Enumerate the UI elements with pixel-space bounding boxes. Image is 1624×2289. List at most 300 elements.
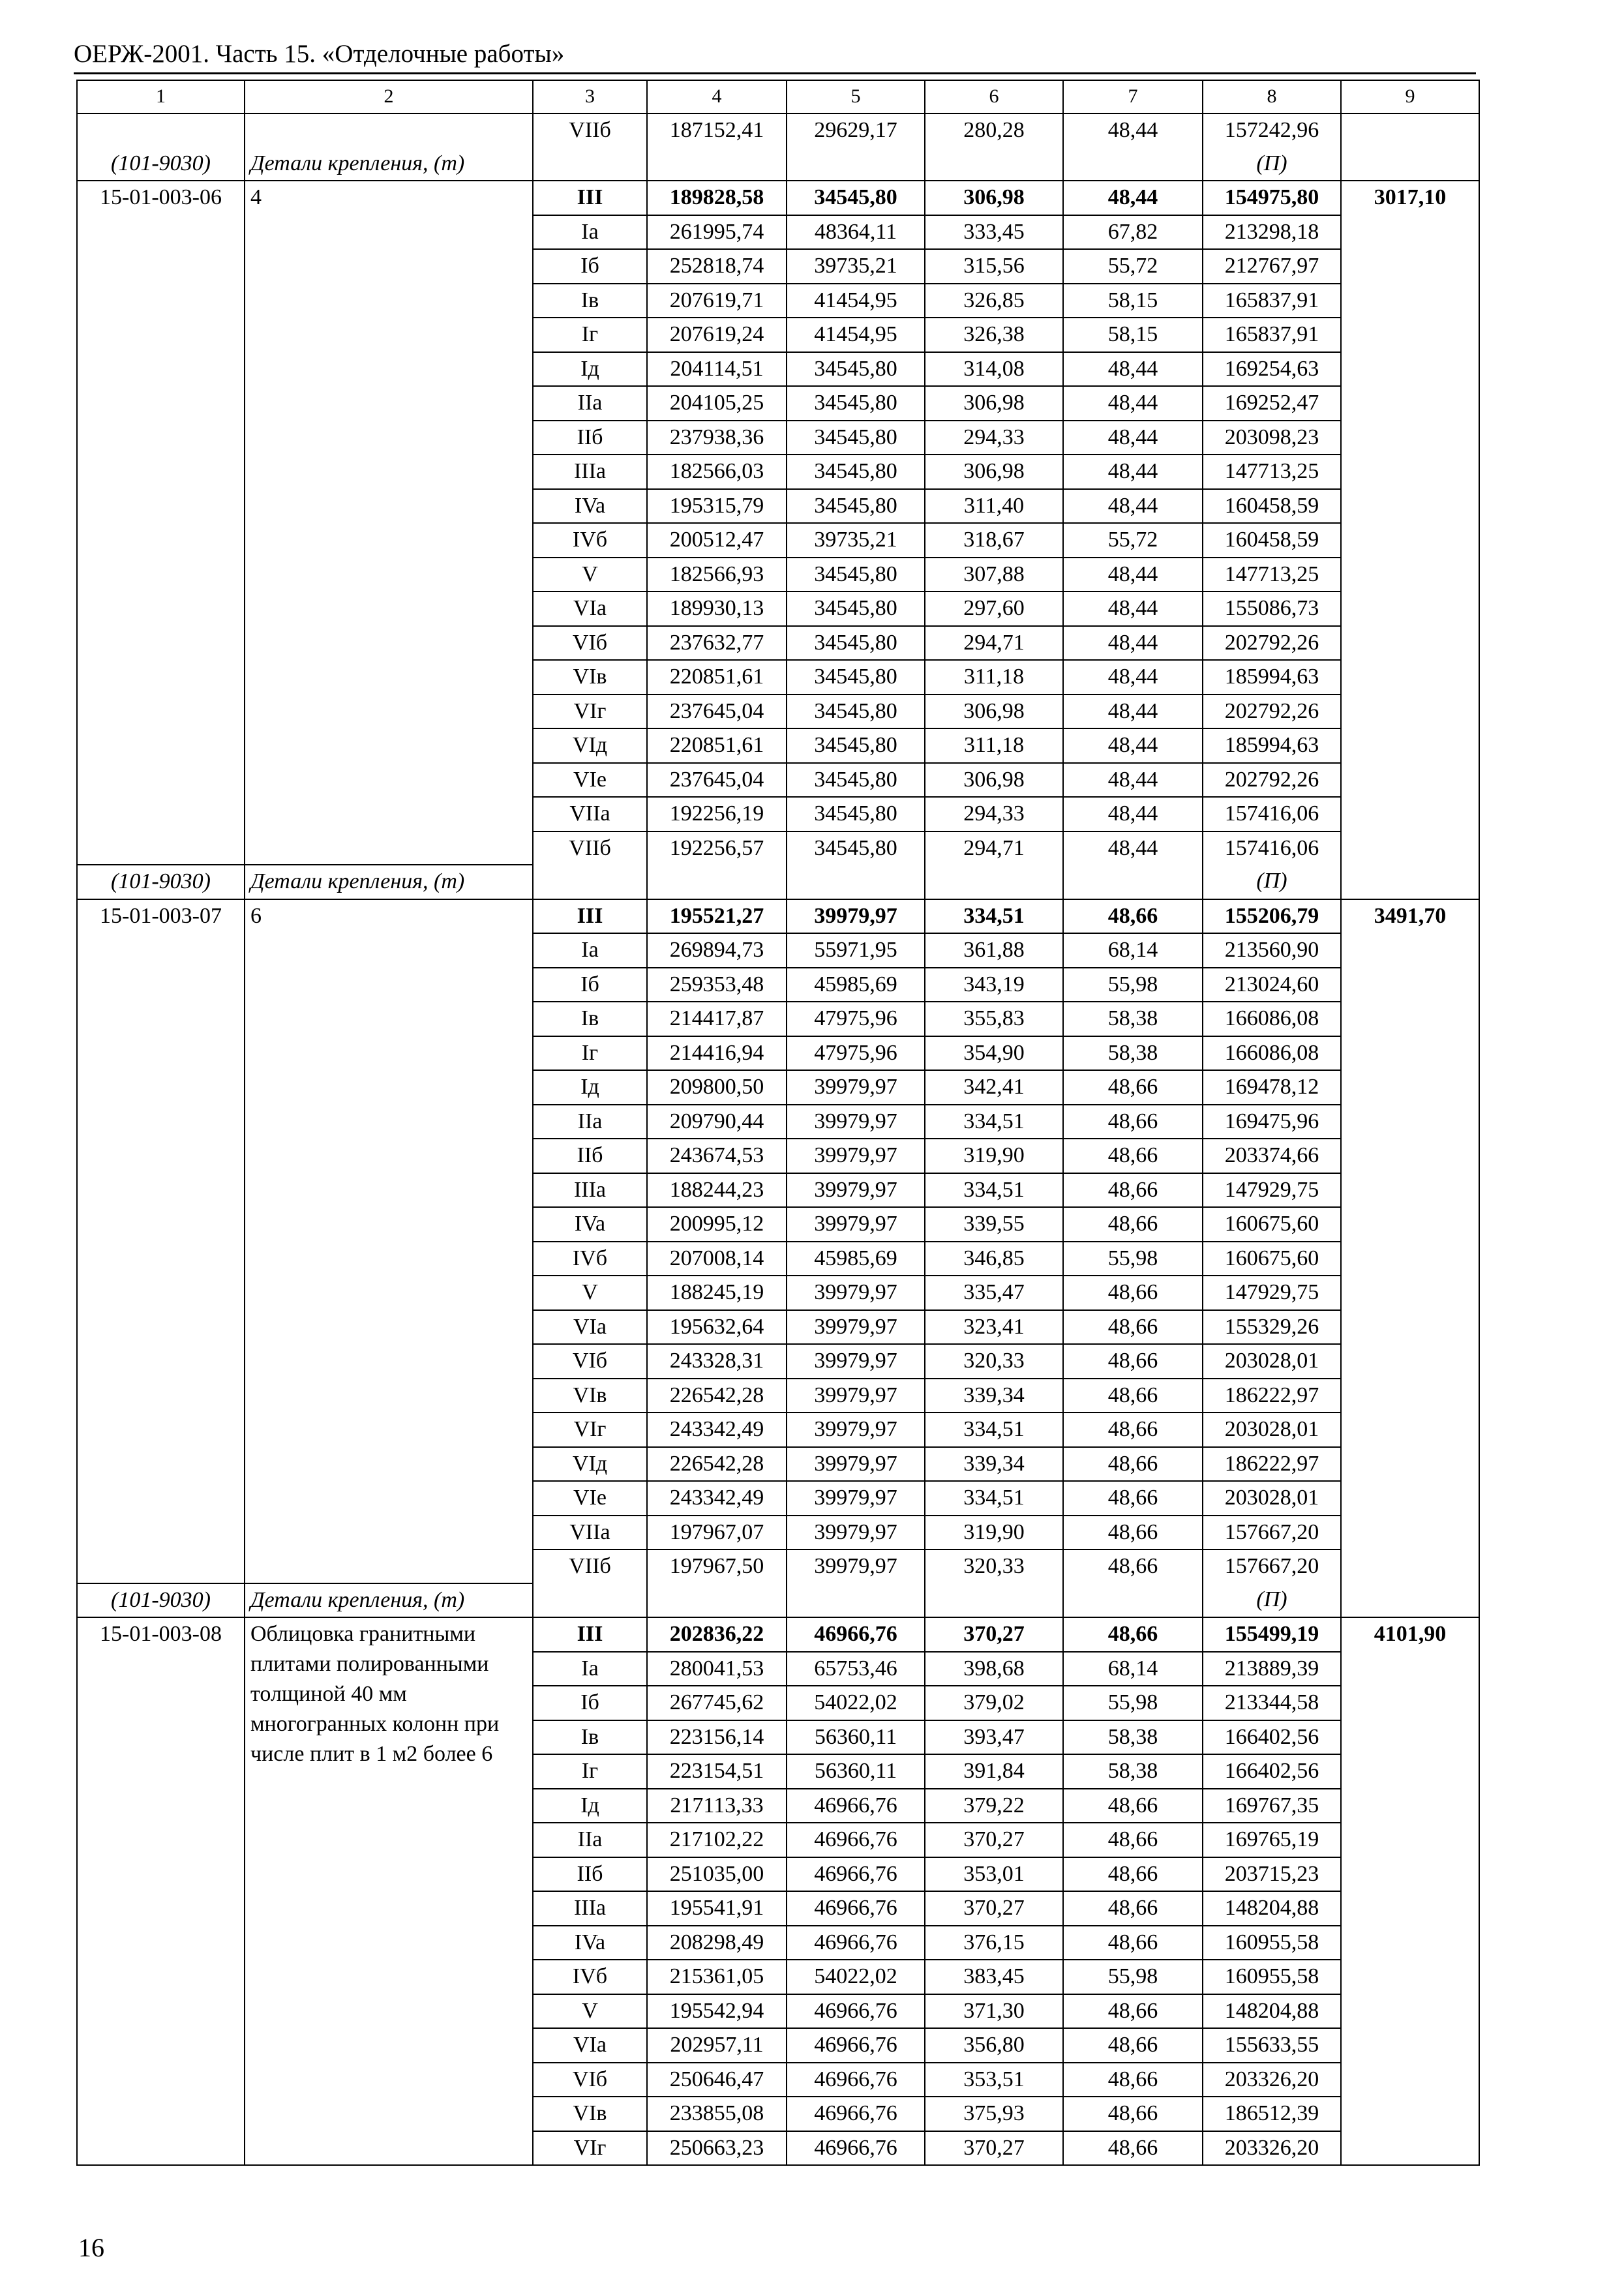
column-number: 8 xyxy=(1203,80,1341,113)
value-cell: 48,44 xyxy=(1063,558,1203,592)
zone-cell: VIд xyxy=(533,728,647,763)
value-cell: 233855,08 xyxy=(647,2097,787,2131)
zone-cell: Iб xyxy=(533,968,647,1002)
empty-cell xyxy=(1341,147,1479,181)
value-cell: 370,27 xyxy=(925,2131,1063,2166)
value-cell: 202836,22 xyxy=(647,1617,787,1652)
value-cell: 203028,01 xyxy=(1203,1344,1341,1379)
value-cell: 155633,55 xyxy=(1203,2028,1341,2063)
zone-cell: V xyxy=(533,1276,647,1310)
code-cell: 15-01-003-06 xyxy=(77,181,245,865)
value-cell: 203715,23 xyxy=(1203,1857,1341,1892)
value-cell: 39979,97 xyxy=(787,1447,925,1482)
value-cell: 48,66 xyxy=(1063,1413,1203,1447)
empty-cell xyxy=(533,147,647,181)
value-cell: 169254,63 xyxy=(1203,352,1341,387)
value-cell: 204105,25 xyxy=(647,386,787,421)
value-cell: 147713,25 xyxy=(1203,558,1341,592)
value-cell: 160955,58 xyxy=(1203,1960,1341,1994)
value-cell: 376,15 xyxy=(925,1926,1063,1960)
value-cell: 342,41 xyxy=(925,1070,1063,1105)
description-cell xyxy=(245,899,533,1583)
description-cell xyxy=(245,181,533,865)
value-cell: 393,47 xyxy=(925,1720,1063,1755)
value-cell: 319,90 xyxy=(925,1139,1063,1173)
value-cell: 203028,01 xyxy=(1203,1413,1341,1447)
value-cell: 48,66 xyxy=(1063,1789,1203,1823)
value-cell: 34545,80 xyxy=(787,797,925,831)
value-cell: 39979,97 xyxy=(787,1516,925,1550)
value-cell: 147929,75 xyxy=(1203,1276,1341,1310)
document-header: ОЕРЖ-2001. Часть 15. «Отделочные работы» xyxy=(74,38,1476,74)
value-cell: 203374,66 xyxy=(1203,1139,1341,1173)
value-cell: 34545,80 xyxy=(787,558,925,592)
value-cell: 157667,20 xyxy=(1203,1549,1341,1583)
value-cell: 48,44 xyxy=(1063,352,1203,387)
value-cell: 208298,49 xyxy=(647,1926,787,1960)
value-cell: 48,44 xyxy=(1063,386,1203,421)
value-cell: 213024,60 xyxy=(1203,968,1341,1002)
value-cell: 55,98 xyxy=(1063,1960,1203,1994)
zone-cell: VIб xyxy=(533,2063,647,2097)
value-cell: 39979,97 xyxy=(787,899,925,934)
value-cell: 215361,05 xyxy=(647,1960,787,1994)
zone-cell: IIб xyxy=(533,1139,647,1173)
value-cell: 214417,87 xyxy=(647,1002,787,1036)
value-cell: 155499,19 xyxy=(1203,1617,1341,1652)
value-cell: 48,66 xyxy=(1063,2028,1203,2063)
value-cell: 48,44 xyxy=(1063,455,1203,489)
value-cell: 39979,97 xyxy=(787,1173,925,1208)
value-cell: 383,45 xyxy=(925,1960,1063,1994)
empty-cell xyxy=(925,865,1063,899)
value-cell: 169252,47 xyxy=(1203,386,1341,421)
column-number: 7 xyxy=(1063,80,1203,113)
value-cell: 169765,19 xyxy=(1203,1823,1341,1857)
value-cell: 165837,91 xyxy=(1203,284,1341,318)
value-cell: 46966,76 xyxy=(787,1891,925,1926)
value-cell: 29629,17 xyxy=(787,113,925,147)
value-cell: 326,85 xyxy=(925,284,1063,318)
value-cell: 147713,25 xyxy=(1203,455,1341,489)
zone-cell: VIв xyxy=(533,2097,647,2131)
value-cell: 213298,18 xyxy=(1203,215,1341,250)
value-cell: 195542,94 xyxy=(647,1994,787,2029)
value-cell: 294,71 xyxy=(925,831,1063,865)
value-cell: 202792,26 xyxy=(1203,763,1341,798)
note-text: Детали крепления, (т) xyxy=(245,1583,533,1618)
value-cell: 220851,61 xyxy=(647,728,787,763)
value-cell: 318,67 xyxy=(925,523,1063,558)
value-cell: 45985,69 xyxy=(787,968,925,1002)
value-cell: 46966,76 xyxy=(787,1857,925,1892)
code-cell xyxy=(77,113,245,147)
description-text: 6 xyxy=(250,903,262,928)
value-cell: 326,38 xyxy=(925,318,1063,352)
value-cell: 39979,97 xyxy=(787,1549,925,1583)
value-cell: 237632,77 xyxy=(647,626,787,661)
value-cell: 371,30 xyxy=(925,1994,1063,2029)
empty-cell xyxy=(925,1583,1063,1618)
value-cell: 185994,63 xyxy=(1203,660,1341,695)
zone-cell: VIa xyxy=(533,591,647,626)
empty-cell xyxy=(787,1583,925,1618)
zone-cell: IVб xyxy=(533,1242,647,1276)
value-cell: 203098,23 xyxy=(1203,421,1341,455)
total-cell: 3017,10 xyxy=(1341,181,1479,899)
zone-cell: IIa xyxy=(533,1105,647,1139)
value-cell: 237938,36 xyxy=(647,421,787,455)
table-row xyxy=(77,1617,1479,1652)
value-cell: 294,33 xyxy=(925,421,1063,455)
value-cell: 48,66 xyxy=(1063,1516,1203,1550)
value-cell: 55971,95 xyxy=(787,933,925,968)
value-cell: 343,19 xyxy=(925,968,1063,1002)
value-cell: 48,44 xyxy=(1063,797,1203,831)
zone-cell: IVa xyxy=(533,1926,647,1960)
value-cell: 157242,96 xyxy=(1203,113,1341,147)
value-cell: 280,28 xyxy=(925,113,1063,147)
value-cell: 315,56 xyxy=(925,249,1063,284)
value-cell: 45985,69 xyxy=(787,1242,925,1276)
value-cell: 160458,59 xyxy=(1203,523,1341,558)
value-cell: 203326,20 xyxy=(1203,2131,1341,2166)
value-cell: 297,60 xyxy=(925,591,1063,626)
value-cell: 334,51 xyxy=(925,1413,1063,1447)
value-cell: 223154,51 xyxy=(647,1754,787,1789)
value-cell: 294,33 xyxy=(925,797,1063,831)
value-cell: 48,66 xyxy=(1063,1070,1203,1105)
empty-cell xyxy=(1063,147,1203,181)
value-cell: 186222,97 xyxy=(1203,1379,1341,1413)
zone-cell: IVa xyxy=(533,489,647,524)
rates-table xyxy=(76,80,1480,2166)
empty-cell xyxy=(787,865,925,899)
column-number-row xyxy=(77,80,1479,113)
value-cell: 306,98 xyxy=(925,181,1063,215)
empty-cell xyxy=(533,1583,647,1618)
value-cell: 252818,74 xyxy=(647,249,787,284)
value-cell: 34545,80 xyxy=(787,660,925,695)
zone-cell: Iв xyxy=(533,284,647,318)
value-cell: 182566,93 xyxy=(647,558,787,592)
zone-cell: IIIa xyxy=(533,455,647,489)
value-cell: 355,83 xyxy=(925,1002,1063,1036)
description-text: 4 xyxy=(250,185,262,209)
value-cell: 195521,27 xyxy=(647,899,787,934)
value-cell: 166402,56 xyxy=(1203,1720,1341,1755)
value-cell: 197967,50 xyxy=(647,1549,787,1583)
value-cell: 182566,03 xyxy=(647,455,787,489)
value-cell: 34545,80 xyxy=(787,728,925,763)
value-cell: 48,66 xyxy=(1063,1447,1203,1482)
value-cell: 188245,19 xyxy=(647,1276,787,1310)
value-cell: 46966,76 xyxy=(787,2097,925,2131)
value-cell: 169767,35 xyxy=(1203,1789,1341,1823)
note-text: Детали крепления, (т) xyxy=(245,865,533,899)
value-cell: 39979,97 xyxy=(787,1344,925,1379)
value-cell: 202792,26 xyxy=(1203,695,1341,729)
value-cell: 243342,49 xyxy=(647,1481,787,1516)
value-cell: 207008,14 xyxy=(647,1242,787,1276)
zone-cell: IIб xyxy=(533,421,647,455)
value-cell: 48,44 xyxy=(1063,181,1203,215)
value-cell: 48364,11 xyxy=(787,215,925,250)
value-cell: 207619,71 xyxy=(647,284,787,318)
value-cell: 58,38 xyxy=(1063,1002,1203,1036)
value-cell: 48,66 xyxy=(1063,1105,1203,1139)
value-cell: 55,98 xyxy=(1063,1686,1203,1720)
value-cell: 55,98 xyxy=(1063,968,1203,1002)
value-cell: 319,90 xyxy=(925,1516,1063,1550)
zone-cell: VIIб xyxy=(533,831,647,865)
value-cell: 189930,13 xyxy=(647,591,787,626)
value-cell: 46966,76 xyxy=(787,2063,925,2097)
value-cell: 334,51 xyxy=(925,1173,1063,1208)
value-cell: 334,51 xyxy=(925,1481,1063,1516)
zone-cell: VIIa xyxy=(533,797,647,831)
value-cell: 54022,02 xyxy=(787,1686,925,1720)
value-cell: 195315,79 xyxy=(647,489,787,524)
empty-cell xyxy=(647,1583,787,1618)
value-cell: 213344,58 xyxy=(1203,1686,1341,1720)
value-cell: 185994,63 xyxy=(1203,728,1341,763)
code-cell: 15-01-003-07 xyxy=(77,899,245,1583)
column-number: 4 xyxy=(647,80,787,113)
zone-cell: VIIб xyxy=(533,1549,647,1583)
zone-cell: VIб xyxy=(533,1344,647,1379)
table-row xyxy=(77,899,1479,934)
value-cell: 339,55 xyxy=(925,1207,1063,1242)
value-cell: 250663,23 xyxy=(647,2131,787,2166)
value-cell: 46966,76 xyxy=(787,1823,925,1857)
zone-cell: IVa xyxy=(533,1207,647,1242)
value-cell: 48,44 xyxy=(1063,591,1203,626)
value-cell: 48,66 xyxy=(1063,1276,1203,1310)
value-cell: 39979,97 xyxy=(787,1070,925,1105)
value-cell: 48,44 xyxy=(1063,113,1203,147)
empty-cell xyxy=(1063,1583,1203,1618)
zone-cell: Iб xyxy=(533,1686,647,1720)
zone-cell: VIIб xyxy=(533,113,647,147)
value-cell: 46966,76 xyxy=(787,1994,925,2029)
value-cell: 166402,56 xyxy=(1203,1754,1341,1789)
zone-cell: VIв xyxy=(533,660,647,695)
value-cell: 251035,00 xyxy=(647,1857,787,1892)
value-cell: 48,44 xyxy=(1063,831,1203,865)
zone-cell: Ia xyxy=(533,933,647,968)
zone-cell: V xyxy=(533,558,647,592)
value-cell: 334,51 xyxy=(925,899,1063,934)
zone-cell: Iв xyxy=(533,1720,647,1755)
value-cell: 160955,58 xyxy=(1203,1926,1341,1960)
zone-cell: Iд xyxy=(533,352,647,387)
value-cell: 39979,97 xyxy=(787,1207,925,1242)
value-cell: 48,66 xyxy=(1063,2131,1203,2166)
value-cell: 68,14 xyxy=(1063,933,1203,968)
value-cell: 250646,47 xyxy=(647,2063,787,2097)
value-cell: 339,34 xyxy=(925,1379,1063,1413)
value-cell: 34545,80 xyxy=(787,455,925,489)
value-cell: 237645,04 xyxy=(647,763,787,798)
zone-cell: III xyxy=(533,899,647,934)
value-cell: 311,40 xyxy=(925,489,1063,524)
value-cell: 187152,41 xyxy=(647,113,787,147)
value-cell: 34545,80 xyxy=(787,181,925,215)
empty-cell xyxy=(533,865,647,899)
value-cell: 202792,26 xyxy=(1203,626,1341,661)
value-cell: 48,66 xyxy=(1063,1891,1203,1926)
value-cell: 243342,49 xyxy=(647,1413,787,1447)
note-code: (101-9030) xyxy=(77,147,245,181)
value-cell: 314,08 xyxy=(925,352,1063,387)
value-cell: 48,44 xyxy=(1063,660,1203,695)
value-cell: 48,66 xyxy=(1063,1994,1203,2029)
value-cell: 46966,76 xyxy=(787,2028,925,2063)
value-cell: 261995,74 xyxy=(647,215,787,250)
value-cell: 55,72 xyxy=(1063,523,1203,558)
value-cell: 189828,58 xyxy=(647,181,787,215)
value-cell: 48,44 xyxy=(1063,695,1203,729)
value-cell: 267745,62 xyxy=(647,1686,787,1720)
zone-cell: Ia xyxy=(533,1652,647,1686)
value-cell: 370,27 xyxy=(925,1617,1063,1652)
note-row xyxy=(77,1583,1479,1618)
zone-cell: VIв xyxy=(533,1379,647,1413)
zone-cell: IIIa xyxy=(533,1173,647,1208)
value-cell: 148204,88 xyxy=(1203,1891,1341,1926)
zone-cell: V xyxy=(533,1994,647,2029)
value-cell: 200995,12 xyxy=(647,1207,787,1242)
value-cell: 67,82 xyxy=(1063,215,1203,250)
zone-cell: IIIa xyxy=(533,1891,647,1926)
value-cell: 200512,47 xyxy=(647,523,787,558)
zone-cell: IVб xyxy=(533,523,647,558)
zone-cell: VIe xyxy=(533,1481,647,1516)
value-cell: 56360,11 xyxy=(787,1754,925,1789)
value-cell: 223156,14 xyxy=(647,1720,787,1755)
zone-cell: IIa xyxy=(533,386,647,421)
description-text: Облицовка гранитными плитами полированными толщиной 40 мм многогранных колонн при числе плит в 1 м2 более 6 xyxy=(250,1622,500,1766)
column-number: 9 xyxy=(1341,80,1479,113)
value-cell: 47975,96 xyxy=(787,1036,925,1071)
value-cell: 334,51 xyxy=(925,1105,1063,1139)
value-cell: 34545,80 xyxy=(787,489,925,524)
value-cell: 157416,06 xyxy=(1203,831,1341,865)
zone-cell: VIa xyxy=(533,1310,647,1345)
note-flag: (П) xyxy=(1203,147,1341,181)
value-cell: 48,66 xyxy=(1063,2063,1203,2097)
value-cell: 391,84 xyxy=(925,1754,1063,1789)
value-cell: 195541,91 xyxy=(647,1891,787,1926)
value-cell: 202957,11 xyxy=(647,2028,787,2063)
value-cell: 48,66 xyxy=(1063,1139,1203,1173)
zone-cell: VIг xyxy=(533,695,647,729)
value-cell: 169478,12 xyxy=(1203,1070,1341,1105)
value-cell: 154975,80 xyxy=(1203,181,1341,215)
value-cell: 39979,97 xyxy=(787,1139,925,1173)
value-cell: 320,33 xyxy=(925,1549,1063,1583)
note-flag: (П) xyxy=(1203,1583,1341,1618)
value-cell: 209800,50 xyxy=(647,1070,787,1105)
value-cell: 34545,80 xyxy=(787,352,925,387)
value-cell: 48,44 xyxy=(1063,489,1203,524)
value-cell: 48,66 xyxy=(1063,1173,1203,1208)
value-cell: 39979,97 xyxy=(787,1413,925,1447)
column-number: 5 xyxy=(787,80,925,113)
value-cell: 58,38 xyxy=(1063,1754,1203,1789)
column-number: 6 xyxy=(925,80,1063,113)
description-cell xyxy=(245,1617,533,2165)
value-cell: 34545,80 xyxy=(787,831,925,865)
value-cell: 212767,97 xyxy=(1203,249,1341,284)
value-cell: 203028,01 xyxy=(1203,1481,1341,1516)
value-cell: 353,51 xyxy=(925,2063,1063,2097)
note-code: (101-9030) xyxy=(77,865,245,899)
value-cell: 48,66 xyxy=(1063,899,1203,934)
value-cell: 41454,95 xyxy=(787,318,925,352)
column-number: 2 xyxy=(245,80,533,113)
value-cell: 166086,08 xyxy=(1203,1036,1341,1071)
zone-cell: III xyxy=(533,181,647,215)
value-cell: 213560,90 xyxy=(1203,933,1341,968)
value-cell: 56360,11 xyxy=(787,1720,925,1755)
total-cell: 4101,90 xyxy=(1341,1617,1479,2165)
value-cell: 47975,96 xyxy=(787,1002,925,1036)
value-cell: 46966,76 xyxy=(787,1617,925,1652)
value-cell: 186512,39 xyxy=(1203,2097,1341,2131)
table-row xyxy=(77,181,1479,215)
value-cell: 58,38 xyxy=(1063,1036,1203,1071)
value-cell: 333,45 xyxy=(925,215,1063,250)
zone-cell: Ia xyxy=(533,215,647,250)
value-cell: 160675,60 xyxy=(1203,1207,1341,1242)
value-cell: 166086,08 xyxy=(1203,1002,1341,1036)
value-cell: 280041,53 xyxy=(647,1652,787,1686)
value-cell: 237645,04 xyxy=(647,695,787,729)
value-cell: 346,85 xyxy=(925,1242,1063,1276)
note-row xyxy=(77,147,1479,181)
value-cell: 306,98 xyxy=(925,455,1063,489)
value-cell: 214416,94 xyxy=(647,1036,787,1071)
value-cell: 311,18 xyxy=(925,660,1063,695)
value-cell: 157667,20 xyxy=(1203,1516,1341,1550)
value-cell: 147929,75 xyxy=(1203,1173,1341,1208)
zone-cell: IIa xyxy=(533,1823,647,1857)
value-cell: 213889,39 xyxy=(1203,1652,1341,1686)
value-cell: 323,41 xyxy=(925,1310,1063,1345)
value-cell: 226542,28 xyxy=(647,1379,787,1413)
note-flag: (П) xyxy=(1203,865,1341,899)
value-cell: 269894,73 xyxy=(647,933,787,968)
zone-cell: VIд xyxy=(533,1447,647,1482)
total-cell xyxy=(1341,113,1479,147)
value-cell: 58,15 xyxy=(1063,284,1203,318)
zone-cell: Iв xyxy=(533,1002,647,1036)
empty-cell xyxy=(647,147,787,181)
value-cell: 379,02 xyxy=(925,1686,1063,1720)
value-cell: 34545,80 xyxy=(787,626,925,661)
zone-cell: Iд xyxy=(533,1789,647,1823)
value-cell: 204114,51 xyxy=(647,352,787,387)
value-cell: 39979,97 xyxy=(787,1105,925,1139)
value-cell: 307,88 xyxy=(925,558,1063,592)
zone-cell: IIб xyxy=(533,1857,647,1892)
value-cell: 195632,64 xyxy=(647,1310,787,1345)
value-cell: 48,66 xyxy=(1063,1344,1203,1379)
value-cell: 379,22 xyxy=(925,1789,1063,1823)
note-text: Детали крепления, (т) xyxy=(245,147,533,181)
